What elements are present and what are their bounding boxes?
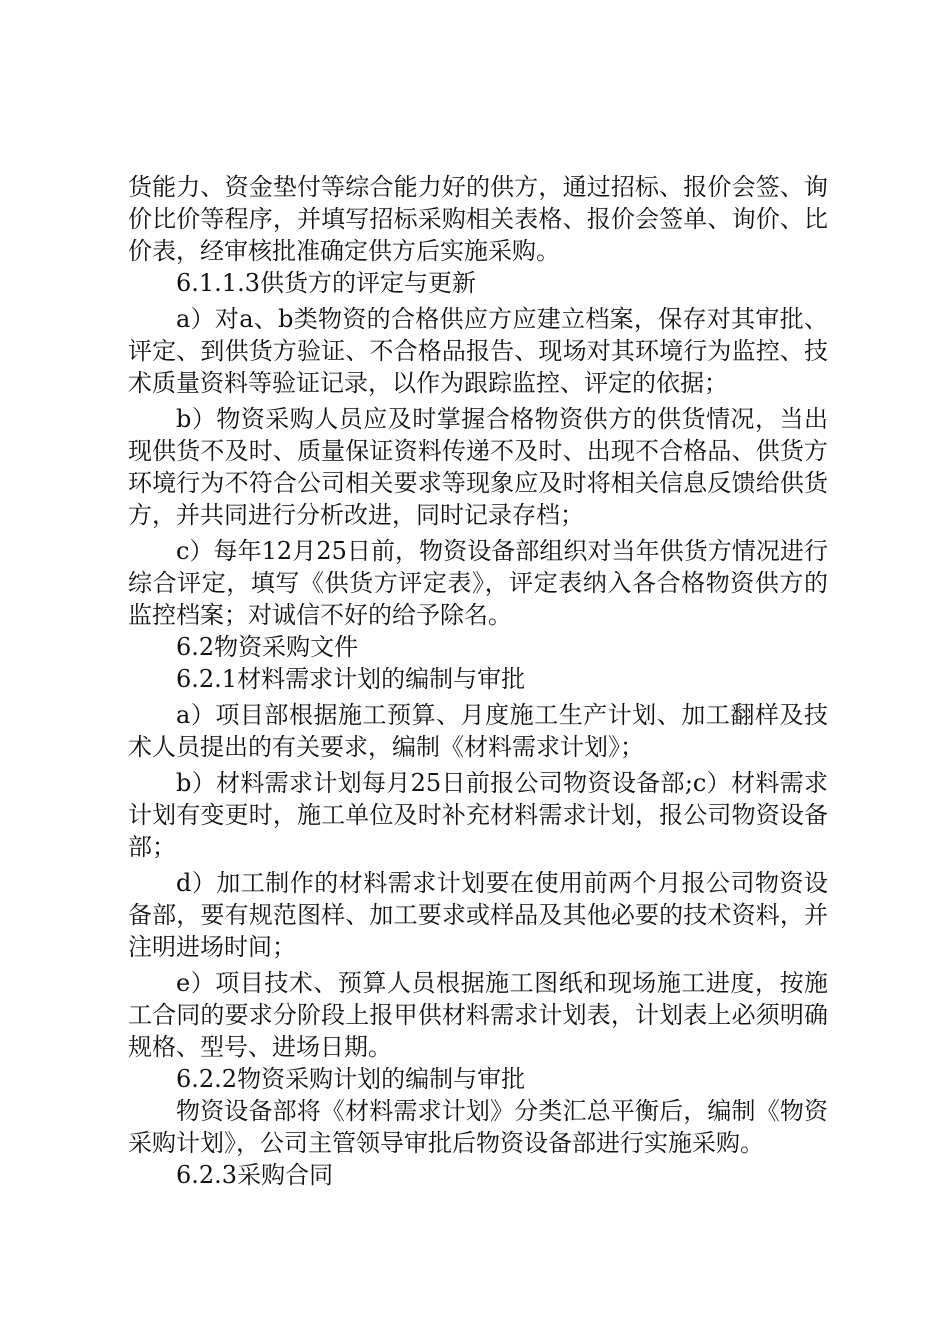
heading-6-1-1-3: 6.1.1.3供货方的评定与更新 [176, 269, 476, 297]
heading-6-2-3: 6.2.3采购合同 [176, 1161, 334, 1189]
heading-6-2-2: 6.2.2物资采购计划的编制与审批 [176, 1065, 526, 1093]
heading-6-2: 6.2物资采购文件 [176, 633, 359, 661]
document-body [128, 171, 828, 1191]
paragraph-demand-item-b-c: b）材料需求计划每月25日前报公司物资设备部;c）材料需求计划有变更时，施工单位及时补充材料需求计划，报公司物资设备部； [128, 769, 828, 861]
paragraph-demand-item-e: e）项目技术、预算人员根据施工图纸和现场施工进度，按施工合同的要求分阶段上报甲供材料需求计划表，计划表上必须明确规格、型号、进场日期。 [128, 969, 828, 1061]
paragraph-demand-item-a: a）项目部根据施工预算、月度施工生产计划、加工翻样及技术人员提出的有关要求，编制《材料需求计划》； [128, 701, 828, 761]
paragraph-item-a-archive: a）对a、b类物资的合格供应方应建立档案，保存对其审批、评定、到供货方验证、不合格品报告、现场对其环境行为监控、技术质量资料等验证记录，以作为跟踪监控、评定的依据； [128, 305, 828, 397]
paragraph-item-c-annual-review: c）每年12月25日前，物资设备部组织对当年供货方情况进行综合评定，填写《供货方评定表》，评定表纳入各合格物资供方的监控档案；对诚信不好的给予除名。 [128, 537, 828, 629]
heading-6-2-1: 6.2.1材料需求计划的编制与审批 [176, 665, 526, 693]
paragraph-supplier-selection: 货能力、资金垫付等综合能力好的供方，通过招标、报价会签、询价比价等程序，并填写招标采购相关表格、报价会签单、询价、比价表，经审核批准确定供方后实施采购。 [128, 173, 828, 265]
paragraph-item-b-supply-status: b）物资采购人员应及时掌握合格物资供方的供货情况，当出现供货不及时、质量保证资料传递不及时、出现不合格品、供货方环境行为不符合公司相关要求等现象应及时将相关信息反馈给供货方，并共同进行分析改进，同时记录存档； [128, 405, 828, 529]
paragraph-demand-item-d: d）加工制作的材料需求计划要在使用前两个月报公司物资设备部，要有规范图样、加工要求或样品及其他必要的技术资料，并注明进场时间； [128, 869, 828, 961]
paragraph-procurement-plan: 物资设备部将《材料需求计划》分类汇总平衡后，编制《物资采购计划》，公司主管领导审批后物资设备部进行实施采购。 [128, 1097, 828, 1157]
